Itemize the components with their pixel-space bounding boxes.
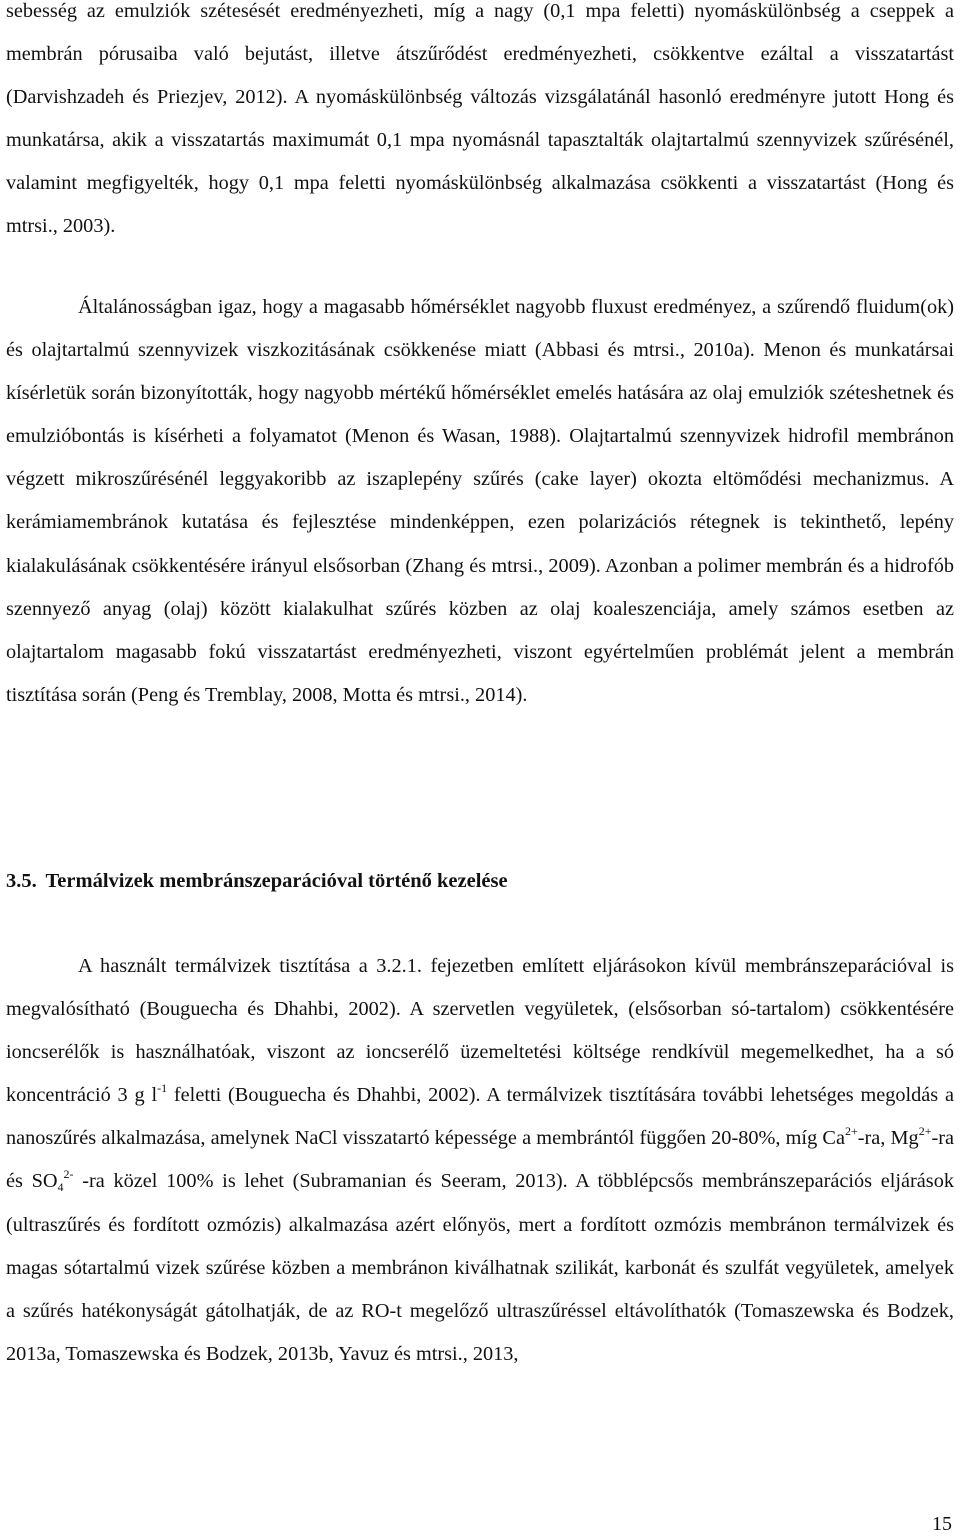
section-title: Termálvizek membránszeparációval történő kezelése [45,870,508,892]
paragraph-text-segment: A használt termálvizek tisztítása a 3.2.1. fejezetben említett eljárásokon kívül membránszeparációval is megvalósítható (Bouguecha és Dhahbi, 2002). A szervetlen vegyületek, (elsősorban só-tartalom) csökkentésére ioncserélők is használhatóak, viszont az ioncserélő üzemeltetési költsége rendkívül megemelkedhet, ha a só koncentráció 3 g l [6,955,954,1107]
paragraph-text-segment: -ra, Mg [857,1127,919,1150]
paragraph-temperature-flux: Általánosságban igaz, hogy a magasabb hőmérséklet nagyobb fluxust eredményez, a szűrendő fluidum(ok) és olajtartalmú szennyvizek viszkozitásának csökkenése miatt (Abbasi és mtrsi., 2010a). Menon és munkatársai kísérletük során bizonyították, hogy nagyobb mértékű hőmérséklet emelés hatására az olaj emulziók széteshetnek és emulzióbontás is kísérheti a folyamatot (Menon és Wasan, 1988). Olajtartalmú szennyvizek hidrofil membránon végzett mikroszűrésénél leggyakoribb az iszaplepény szűrés (cake layer) okozta eltömődési mechanizmus. A kerámiamembránok kutatása és fejlesztése mindenképpen, ezen polarizációs rétegnek is tekinthető, lepény kialakulásának csökkentésére irányul elsősorban (Zhang és mtrsi., 2009). Azonban a polimer membrán és a hidrofób szennyező anyag (olaj) között kialakulhat szűrés közben az olaj koaleszenciája, amely számos esetben az olajtartalom magasabb fokú visszatartást eredményezheti, viszont egyértelműen problémát jelent a membrán tisztítása során (Peng és Tremblay, 2008, Motta és mtrsi., 2014). [6,296,954,706]
superscript: 2+ [918,1124,932,1139]
section-heading [6,863,508,899]
paragraph-text-segment: -ra és SO [6,1127,954,1193]
superscript: 2+ [844,1124,858,1139]
superscript: 2- [63,1167,74,1182]
paragraph-text-segment: feletti (Bouguecha és Dhahbi, 2002). A termálvizek tisztítására további lehetséges megoldás a nanoszűrés alkalmazása, amelynek NaCl visszatartó képessége a membrántól függően 20-80%, míg Ca [6,1084,954,1150]
paragraph-text-segment: -ra közel 100% is lehet (Subramanian és Seeram, 2013). A többlépcsős membránszeparációs eljárások (ultraszűrés és fordított ozmózis) alkalmazása azért előnyös, mert a fordított ozmózis membránon termálvizek és magas sótartalmú vizek szűrése közben a membránon kiválhatnak szilikát, karbonát és szulfát vegyületek, amelyek a szűrés hatékonyságát gátolhatják, de az RO-t megelőző ultraszűréssel eltávolíthatók (Tomaszewska és Bodzek, 2013a, Tomaszewska és Bodzek, 2013b, Yavuz és mtrsi., 2013, [6,1170,954,1365]
section-number: 3.5. [6,870,37,892]
paragraph-membrane-pressure: sebesség az emulziók szétesését eredményezheti, míg a nagy (0,1 mpa feletti) nyomáskülönbség a cseppek a membrán pórusaiba való bejutást, illetve átszűrődést eredményezheti, csökkentve ezáltal a visszatartást (Darvishzadeh és Priezjev, 2012). A nyomáskülönbség változás vizsgálatánál hasonló eredményre jutott Hong és munkatársa, akik a visszatartás maximumát 0,1 mpa nyomásnál tapasztalták olajtartalmú szennyvizek szűrésénél, valamint megfigyelték, hogy 0,1 mpa feletti nyomáskülönbség alkalmazása csökkenti a visszatartást (Hong és mtrsi., 2003). [6,0,954,238]
superscript: -1 [157,1081,168,1096]
subscript: 4 [57,1180,64,1195]
page-number: 15 [932,1513,952,1535]
paragraph-thermal-water [6,945,954,1376]
